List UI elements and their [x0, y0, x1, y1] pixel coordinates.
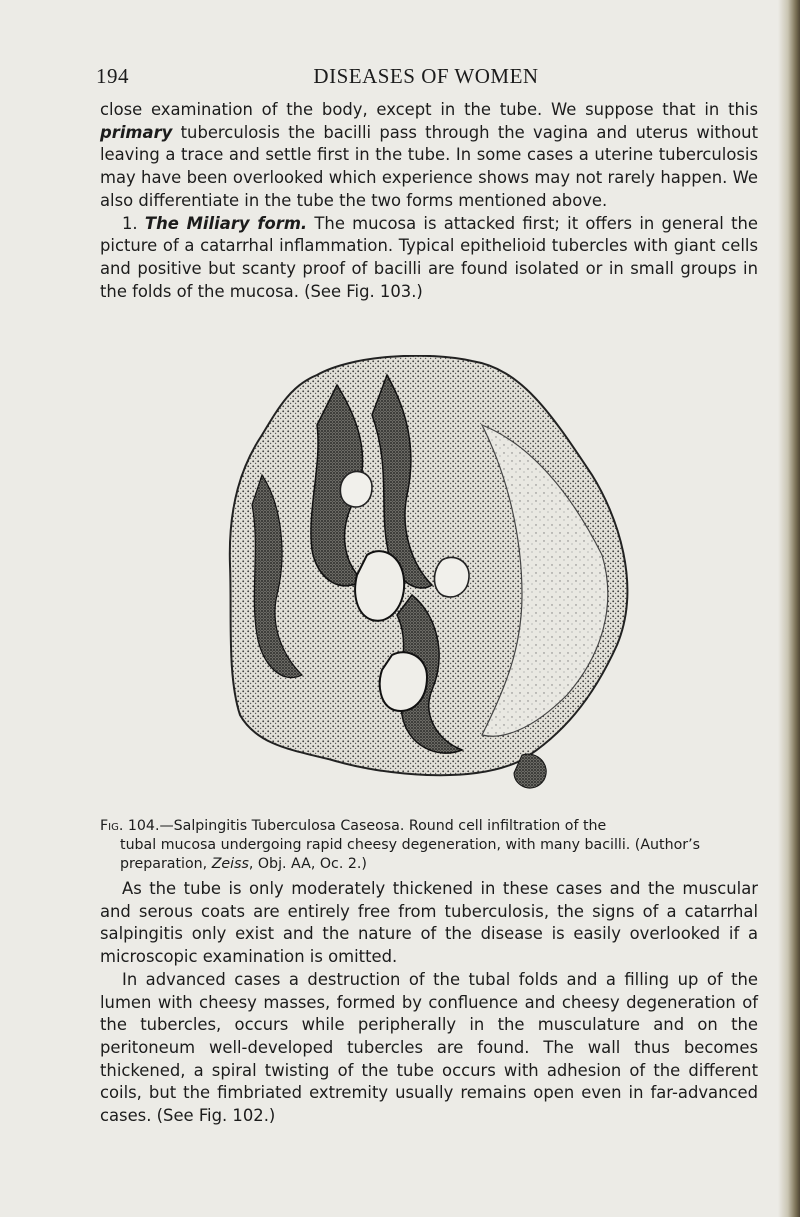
running-title: DISEASES OF WOMEN: [313, 64, 539, 88]
page-edge-shadow: [778, 0, 800, 1217]
paragraph-moderate-thickening: As the tube is only moderately thickened in these cases and the muscular and serous coats are entirely free from tuberculosis, the signs of a catarrhal salpingitis only exist and the nature of the disease is easily overlooked if a microscopic examination is omitted.: [100, 879, 758, 967]
paragraph-miliary-form: 1. The Miliary form. The mucosa is attacked first; it offers in general the picture of a catarrhal inflammation. Typical epithelioid tubercles with giant cells and positive but scanty proof of bacilli are found isolated or in small groups in the folds of the mucosa. (See Fig. 103.): [100, 213, 758, 301]
page-number: 194: [96, 64, 129, 88]
figure-label: Fig. 104.: [100, 818, 160, 834]
section-heading-miliary: The Miliary form.: [144, 213, 308, 233]
paragraph-continuation: close examination of the body, except in the tube. We suppose that in this primary tuberculosis the bacilli pass through the vagina and uterus without leaving a trace and settle first in the tube. In some cases a uterine tuberculosis may have been overlooked which experience shows may not rarely happen. We also differentiate in the tube the two forms mentioned above.: [100, 100, 758, 210]
bottom-text-block: [100, 878, 758, 1128]
paragraph-advanced-cases: In advanced cases a destruction of the tubal folds and a filling up of the lumen with cheesy masses, formed by confluence and cheesy degeneration of the tubercles, occurs while peripherally in the musculature and on the peritoneum well-developed tubercles are found. The wall thus becomes thickened, a spiral twisting of the tube occurs with adhesion of the different coils, but the fimbriated extremity usually remains open even in far-advanced cases. (See Fig. 102.): [100, 969, 758, 1126]
emphasis-primary: primary: [100, 122, 173, 142]
running-head: [96, 64, 756, 90]
figure-caption: Fig. 104.—Salpingitis Tuberculosa Caseosa. Round cell infiltration of the tubal mucosa undergoing rapid cheesy degeneration, with many bacilli. (Author’s preparation, Zeiss, Obj. AA, Oc. 2.): [100, 818, 700, 872]
top-text-block: [100, 99, 758, 303]
micrograph-figure: [222, 355, 632, 825]
